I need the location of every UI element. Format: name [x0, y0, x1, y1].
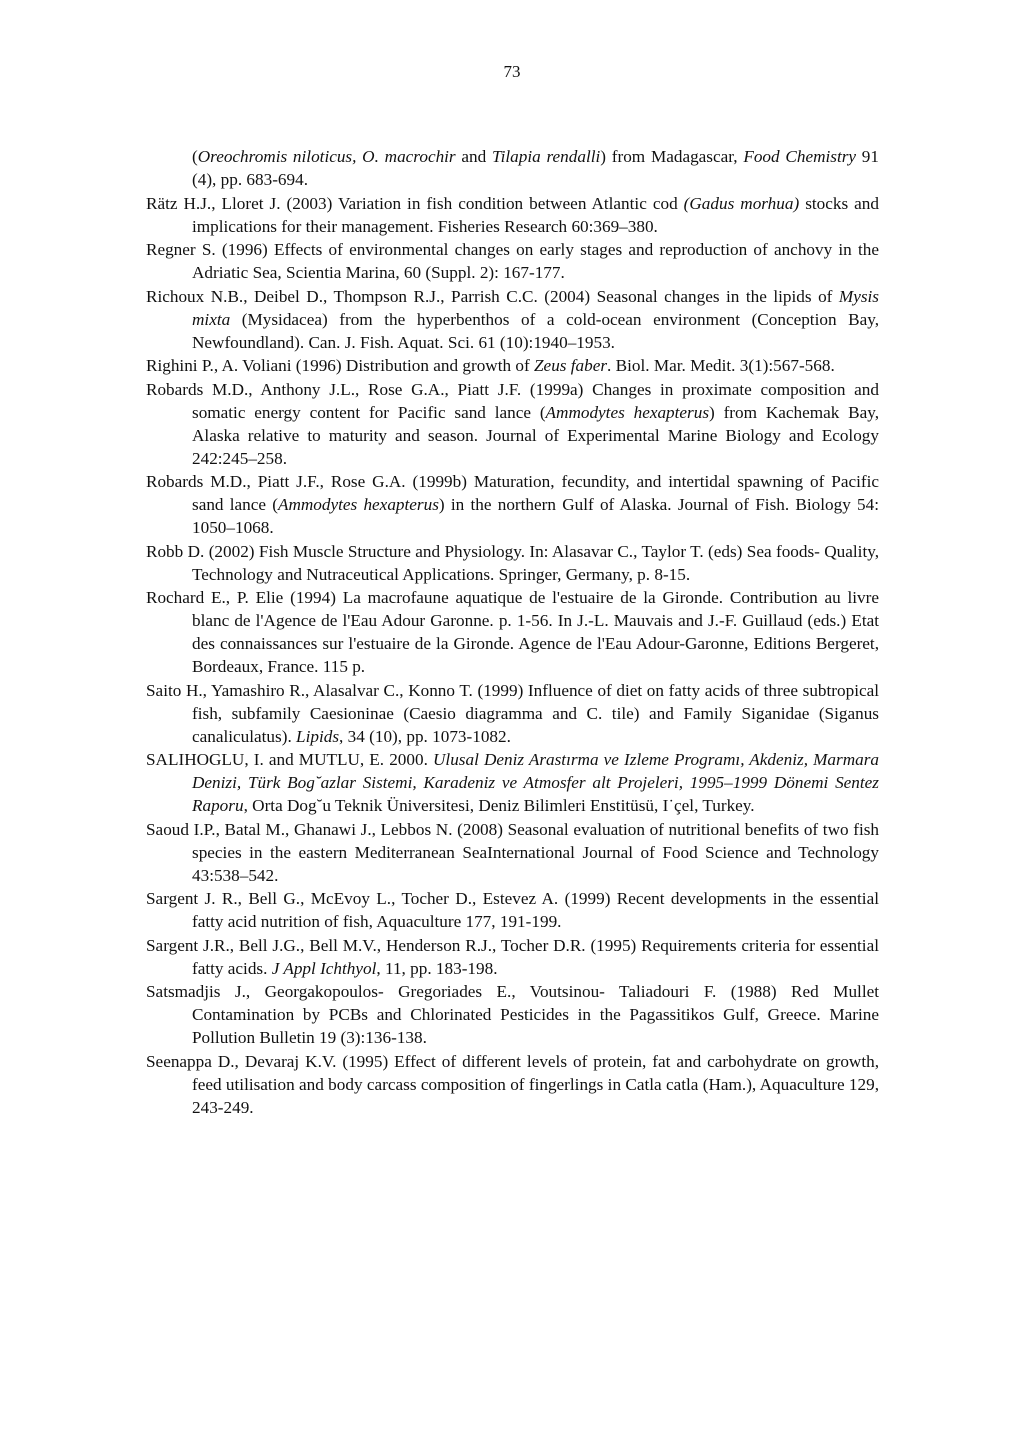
reference-text: Saoud I.P., Batal M., Ghanawi J., Lebbos N. (2008) Seasonal evaluation of nutritional benefits of two fish species in the eastern Mediterranean SeaInternational Journal of Food Science and Technology 43:538–542. [146, 819, 879, 885]
reference-text: Regner S. (1996) Effects of environmental changes on early stages and reproduction of anchovy in the Adriatic Sea, Scientia Marina, 60 (Suppl. 2): 167-177. [146, 240, 879, 282]
reference-text: ( [192, 147, 198, 166]
reference-text: Richoux N.B., Deibel D., Thompson R.J., Parrish C.C. (2004) Seasonal changes in the lipids of [146, 286, 839, 306]
reference-entry [146, 285, 879, 354]
reference-text: (Mysidacea) from the hyperbenthos of a cold-ocean environment (Conception Bay, Newfoundland). Can. J. Fish. Aquat. Sci. 61 (10):1940–1953. [192, 309, 879, 352]
reference-italic-text: Ammodytes hexapterus [545, 402, 710, 422]
reference-italic-text: Lipids [296, 726, 340, 746]
reference-text: Rätz H.J., Lloret J. (2003) Variation in fish condition between Atlantic cod [146, 193, 684, 213]
reference-text: Saito H., Yamashiro R., Alasalvar C., Konno T. (1999) Influence of diet on fatty acids of three subtropical fish, subfamily Caesioninae (Caesio diagramma and C. tile) and Family Siganidae (Siganus canaliculatus). [146, 680, 879, 746]
reference-text: , Orta Dog˘u Teknik Üniversitesi, Deniz Bilimleri Enstitüsü, I˙çel, Turkey. [243, 796, 755, 815]
reference-text: SALIHOGLU, I. and MUTLU, E. 2000. [146, 750, 433, 769]
reference-text: ) in the northern Gulf of Alaska. Journal of Fish. Biology 54: 1050–1068. [192, 495, 879, 537]
reference-italic-text: Ammodytes hexapterus [277, 495, 439, 514]
reference-text: Righini P., A. Voliani (1996) Distribution and growth of [146, 356, 534, 375]
reference-text: Robards M.D., Piatt J.F., Rose G.A. (1999b) Maturation, fecundity, and intertidal spawning of Pacific sand lance ( [146, 472, 879, 514]
reference-italic-text: Tilapia rendalli [492, 147, 601, 166]
reference-entry [146, 748, 879, 817]
reference-italic-text: Oreochromis niloticus, O. macrochir [197, 147, 456, 166]
reference-italic-text: Food Chemistry [743, 147, 857, 166]
reference-text: Robb D. (2002) Fish Muscle Structure and Physiology. In: Alasavar C., Taylor T. (eds) Sea foods- Quality, Technology and Nutraceutical Applications. Springer, Germany, p. 8-15. [146, 541, 879, 584]
reference-text: . Biol. Mar. Medit. 3(1):567-568. [607, 356, 835, 375]
reference-text: Sargent J.R., Bell J.G., Bell M.V., Henderson R.J., Tocher D.R. (1995) Requirements criteria for essential fatty acids. [146, 935, 879, 978]
reference-entry [146, 192, 879, 238]
reference-entry [146, 145, 879, 191]
reference-italic-text: (Gadus morhua) [683, 193, 800, 213]
reference-list [146, 145, 879, 1119]
reference-text: Seenappa D., Devaraj K.V. (1995) Effect of different levels of protein, fat and carbohydrate on growth, feed utilisation and body carcass composition of fingerlings in Catla catla (Ham.), Aquaculture 129, 243-249. [146, 1051, 879, 1117]
reference-text: , 34 (10), pp. 1073-1082. [339, 726, 511, 746]
reference-text: stocks and implications for their management. Fisheries Research 60:369–380. [192, 193, 879, 236]
reference-entry [146, 238, 879, 284]
reference-italic-text: J Appl Ichthyol [271, 958, 377, 978]
reference-entry [146, 354, 879, 377]
reference-italic-text: Zeus faber [534, 356, 608, 375]
reference-entry [146, 980, 879, 1049]
reference-entry [146, 1050, 879, 1119]
reference-entry [146, 679, 879, 748]
page-number: 73 [503, 62, 521, 81]
reference-entry [146, 887, 879, 933]
reference-entry [146, 934, 879, 980]
reference-text: ) from Madagascar, [600, 147, 744, 166]
reference-entry [146, 470, 879, 539]
reference-entry [146, 586, 879, 678]
reference-text: Rochard E., P. Elie (1994) La macrofaune aquatique de l'estuaire de la Gironde. Contribution au livre blanc de l'Agence de l'Eau Adour Garonne. p. 1-56. In J.-L. Mauvais and J.-F. Guillaud (eds.) Etat des connaissances sur l'estuaire de la Gironde. Agence de l'Eau Adour-Garonne, Editions Bergeret, Bordeaux, France. 115 p. [146, 588, 879, 676]
reference-text: 91 (4), pp. 683-694. [192, 147, 879, 189]
reference-entry [146, 818, 879, 887]
reference-entry [146, 540, 879, 586]
reference-italic-text: Ulusal Deniz Arastırma ve Izleme Programı, Akdeniz, Marmara Denizi, Türk Bog˘azlar Sistemi, Karadeniz ve Atmosfer alt Projeleri, 1995–1999 Dönemi Sentez Raporu [192, 750, 879, 815]
reference-italic-text: Mysis mixta [192, 286, 879, 329]
reference-entry [146, 378, 879, 470]
reference-text: Sargent J. R., Bell G., McEvoy L., Tocher D., Estevez A. (1999) Recent developments in the essential fatty acid nutrition of fish, Aquaculture 177, 191-199. [146, 889, 879, 931]
reference-text: Robards M.D., Anthony J.L., Rose G.A., Piatt J.F. (1999a) Changes in proximate composition and somatic energy content for Pacific sand lance ( [146, 379, 879, 422]
reference-text: ) from Kachemak Bay, Alaska relative to maturity and season. Journal of Experimental Marine Biology and Ecology 242:245–258. [192, 402, 879, 468]
reference-text: Satsmadjis J., Georgakopoulos- Gregoriades E., Voutsinou- Taliadouri F. (1988) Red Mullet Contamination by PCBs and Chlorinated Pesticides in the Pagassitikos Gulf, Greece. Marine Pollution Bulletin 19 (3):136-138. [146, 982, 879, 1047]
reference-text: , 11, pp. 183-198. [376, 958, 498, 978]
reference-text: and [455, 147, 492, 166]
